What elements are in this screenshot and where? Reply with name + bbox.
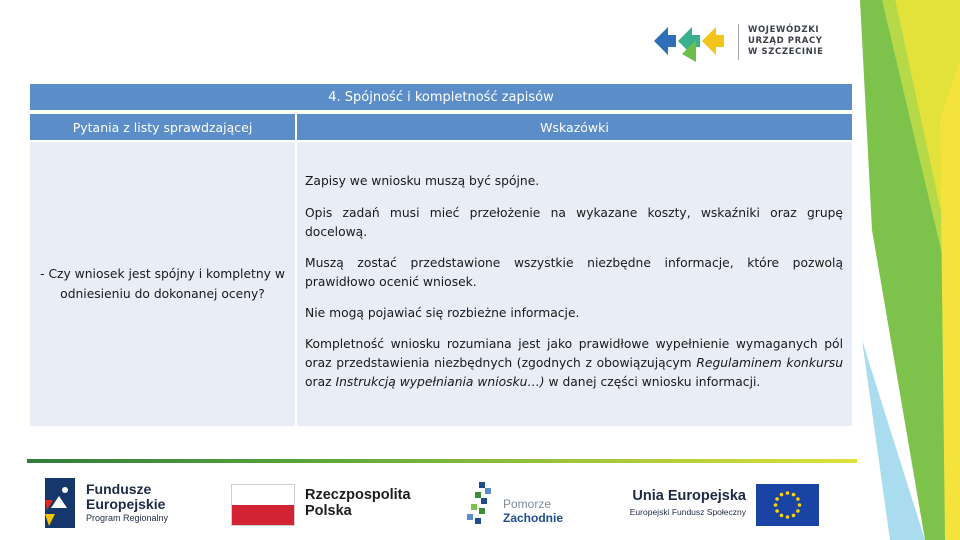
poland-flag	[231, 484, 295, 526]
hint-paragraph-4: Nie mogą pojawiać się rozbieżne informacje.	[305, 306, 580, 320]
column-header-hints: Wskazówki	[297, 114, 852, 140]
wup-arrows-icon	[652, 16, 732, 66]
hint-5-instrukcja: Instrukcją wypełniania wniosku…)	[335, 375, 545, 389]
hint-paragraph-5	[305, 335, 843, 392]
unia-europejska-text	[614, 488, 746, 519]
fundusze-europejskie-mark	[45, 478, 75, 528]
poland-flag-red	[232, 505, 294, 525]
wup-logo-text	[748, 25, 824, 58]
wup-logo-line-3: W SZCZECINIE	[748, 47, 824, 57]
hint-5-regulamin: Regulaminem konkursu	[696, 356, 843, 370]
table-header-row	[30, 114, 852, 140]
ue-line-2: Europejski Fundusz Społeczny	[629, 507, 746, 517]
pomorze-zachodnie-text	[503, 497, 563, 525]
hint-5-part-c: oraz	[305, 375, 336, 389]
hint-paragraph-2: Opis zadań musi mieć przełożenie na wykazane koszty, wskaźniki oraz grupę docelową.	[305, 206, 843, 239]
footer-gradient-line	[27, 459, 857, 463]
pl-line-2: Polska	[305, 503, 352, 519]
column-header-questions: Pytania z listy sprawdzającej	[30, 114, 295, 140]
footer-logos	[0, 470, 960, 540]
questions-cell	[30, 142, 295, 426]
ue-line-1: Unia Europejska	[632, 488, 746, 504]
wup-logo	[652, 16, 842, 66]
table-title: 4. Spójność i kompletność zapisów	[30, 84, 852, 110]
pz-line-1: Pomorze	[503, 497, 552, 511]
fundusze-europejskie-text	[86, 482, 168, 525]
wup-logo-line-1: WOJEWÓDZKI	[748, 25, 820, 35]
fe-line-2: Europejskie	[86, 496, 166, 512]
fe-line-3: Program Regionalny	[86, 513, 169, 523]
eu-stars-icon	[756, 484, 819, 526]
rzeczpospolita-polska-text	[305, 487, 411, 519]
pz-line-2: Zachodnie	[503, 511, 564, 525]
poland-flag-white	[232, 485, 294, 505]
hints-text	[305, 172, 843, 404]
question-text: - Czy wniosek jest spójny i kompletny w odniesieniu do dokonanej oceny?	[40, 267, 285, 301]
hints-cell	[297, 142, 852, 426]
pomorze-zachodnie-icon	[465, 480, 495, 528]
hint-paragraph-1: Zapisy we wniosku muszą być spójne.	[305, 174, 540, 188]
pl-line-1: Rzeczpospolita	[305, 487, 411, 503]
hint-paragraph-3: Muszą zostać przedstawione wszystkie niezbędne informacje, które pozwolą prawidłowo ocenić wniosek.	[305, 256, 843, 289]
wup-logo-line-2: URZĄD PRACY	[748, 36, 823, 46]
logo-separator	[738, 24, 739, 60]
hint-5-part-a: Kompletność wniosku rozumiana jest jako prawidłowe wypełnienie wymaganych pól oraz przedstawienia niezbędnych (zgodnych z obowiązującym	[305, 337, 843, 370]
hint-5-part-e: w danej części wniosku informacji.	[544, 375, 761, 389]
fe-stars-icon	[45, 478, 75, 528]
fe-line-1: Fundusze	[86, 481, 152, 497]
eu-flag	[756, 484, 819, 526]
